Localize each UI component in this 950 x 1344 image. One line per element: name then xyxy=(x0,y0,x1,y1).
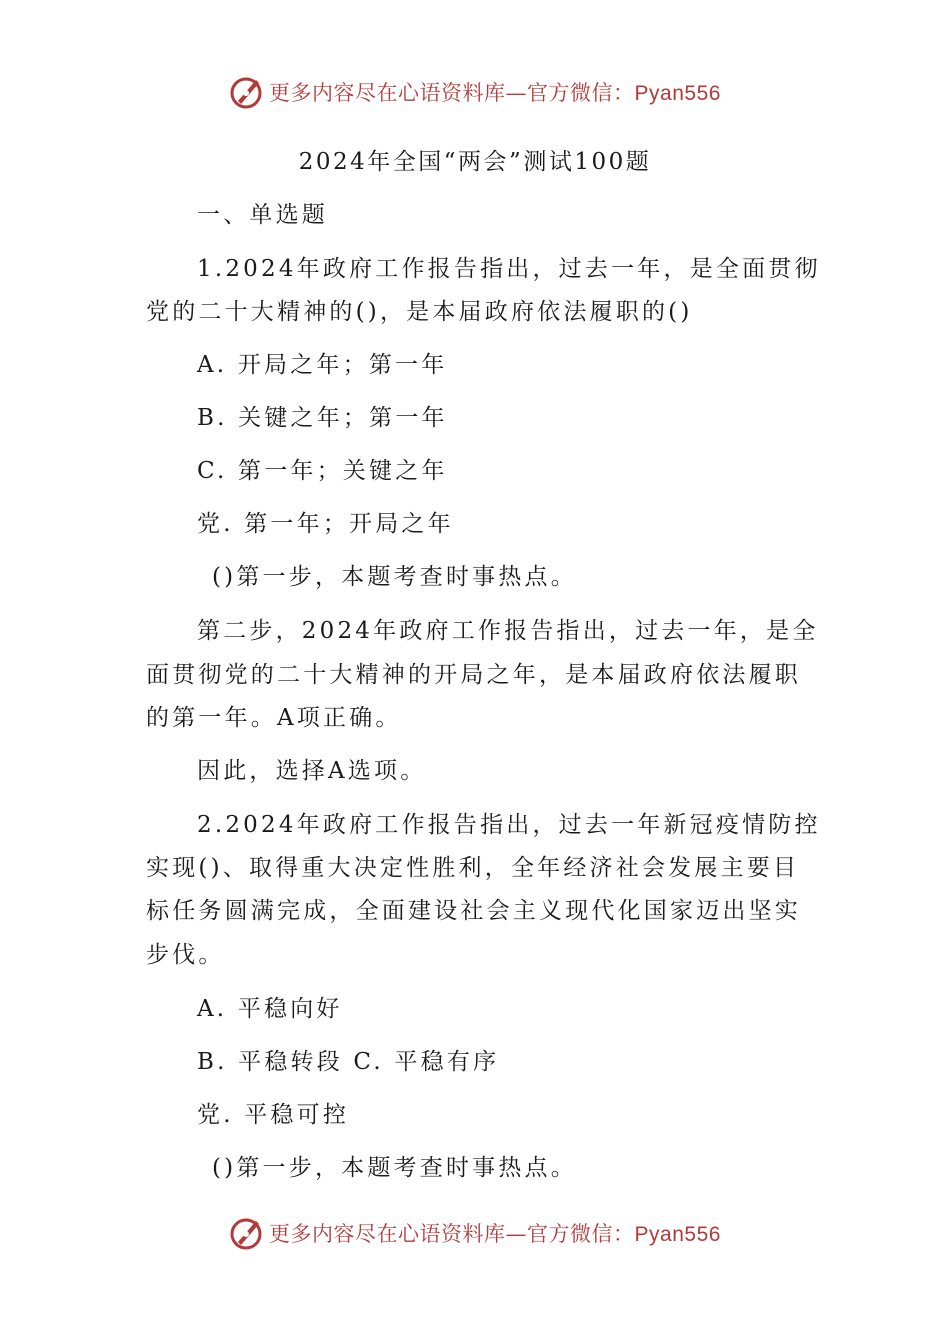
banner-text: 更多内容尽在心语资料库—官方微信：Pyan556 xyxy=(269,1222,721,1246)
question-1-analysis-step2-line-3: 的第一年。A项正确。 xyxy=(146,705,402,731)
question-1-option-c: C. 第一年；关键之年 xyxy=(197,458,448,484)
question-2-line-3: 标任务圆满完成，全面建设社会主义现代化国家迈出坚实 xyxy=(146,898,801,924)
question-2-line-2: 实现()、取得重大决定性胜利，全年经济社会发展主要目 xyxy=(146,855,800,881)
pen-logo-icon xyxy=(229,74,265,110)
question-2-option-d: 党. 平稳可控 xyxy=(197,1102,350,1128)
question-2-analysis-step1: ()第一步，本题考查时事热点。 xyxy=(212,1155,577,1181)
section-heading: 一、单选题 xyxy=(197,202,328,228)
footer-banner xyxy=(0,1213,950,1253)
question-1-analysis-step1: ()第一步，本题考查时事热点。 xyxy=(212,564,577,590)
question-2-line-1: 2.2024年政府工作报告指出，过去一年新冠疫情防控 xyxy=(197,812,821,838)
question-1-answer: 因此，选择A选项。 xyxy=(197,758,427,784)
question-2-line-4: 步伐。 xyxy=(146,942,225,968)
document-title: 2024年全国“两会”测试100题 xyxy=(298,149,652,175)
question-1-line-1: 1.2024年政府工作报告指出，过去一年，是全面贯彻 xyxy=(197,256,821,282)
question-1-option-b: B. 关键之年；第一年 xyxy=(197,405,448,431)
pen-logo-icon xyxy=(229,1215,265,1251)
question-1-option-d: 党. 第一年；开局之年 xyxy=(197,511,454,537)
question-2-option-b-c: B. 平稳转段 C. 平稳有序 xyxy=(197,1049,500,1075)
question-1-analysis-step2-line-1: 第二步，2024年政府工作报告指出，过去一年，是全 xyxy=(197,618,819,644)
question-1-option-a: A. 开局之年；第一年 xyxy=(197,352,448,378)
header-banner xyxy=(0,72,950,112)
question-1-line-2: 党的二十大精神的()，是本届政府依法履职的() xyxy=(146,299,693,325)
question-1-analysis-step2-line-2: 面贯彻党的二十大精神的开局之年，是本届政府依法履职 xyxy=(146,662,801,688)
question-2-option-a: A. 平稳向好 xyxy=(197,996,343,1022)
banner-text: 更多内容尽在心语资料库—官方微信：Pyan556 xyxy=(269,81,721,105)
